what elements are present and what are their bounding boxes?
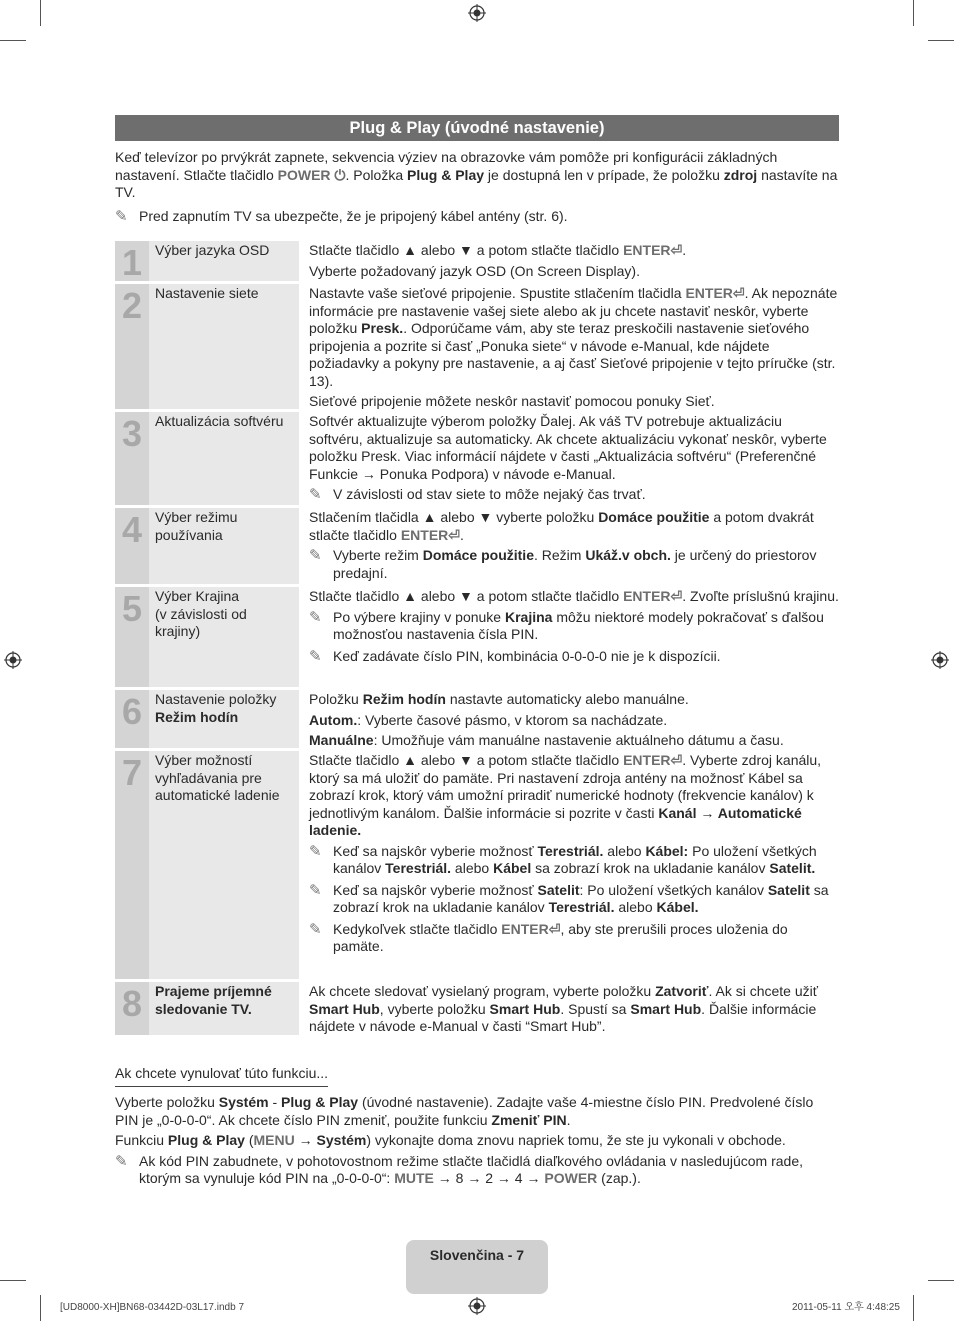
text: ( <box>244 1132 254 1148</box>
pencil-note-icon: ✎ <box>309 920 322 938</box>
text: Kanál → Automatické ladenie. <box>309 804 802 838</box>
step-row <box>115 751 839 979</box>
page-number-tab <box>406 1240 548 1294</box>
step-description <box>299 690 839 748</box>
step-description <box>299 412 839 505</box>
text: nastavíte na TV. <box>115 166 838 200</box>
pencil-note-icon: ✎ <box>309 486 322 503</box>
text: môžu niektoré modely pokračovať s ďalšou možnosťou nastavenia čísla PIN. <box>333 608 824 642</box>
text: Funkciu <box>115 1132 168 1148</box>
registration-mark-icon <box>468 4 486 22</box>
text: Autom. <box>309 711 358 728</box>
registration-mark-icon <box>468 1297 486 1315</box>
text: je dostupná len v prípade, že položku <box>484 166 724 183</box>
pencil-note-icon: ✎ <box>309 547 322 564</box>
text: Po uložení všetkých kanálov <box>333 842 817 876</box>
note-text: V závislosti od stav siete to môže nejaký čas trvať. <box>333 486 646 502</box>
note <box>309 921 839 956</box>
step-row <box>115 587 839 687</box>
step-number: 5 <box>115 587 149 687</box>
text: Smart Hub <box>489 1000 561 1017</box>
text: . Ak si chcete užiť <box>708 983 819 999</box>
step-description <box>299 982 839 1035</box>
reset-title: Ak chcete vynulovať túto funkciu... <box>115 1065 328 1087</box>
enter-key: ENTER <box>623 752 671 768</box>
crop-mark <box>0 40 26 41</box>
text: Softvér aktualizujte výberom položky Ďalej. Ak váš TV potrebuje aktualizáciu softvéru, aktualizuje sa automaticky. Ak chcete aktualizáciu vykonať neskôr, vyberte položku Presk. Viac informácií nájdete v časti „Aktualizácia softvéru“ (Preferenčné Funkcie → Ponuka Podpora) v návode e-Manual. <box>309 413 827 482</box>
text: Po výbere krajiny v ponuke <box>333 608 505 625</box>
power-key: POWER <box>277 166 331 183</box>
text: je určený do priestorov predajní. <box>333 547 817 581</box>
pencil-note-icon: ✎ <box>115 1152 128 1170</box>
note <box>115 208 839 226</box>
text: (v závislosti od krajiny) <box>155 605 247 639</box>
text: (úvodné nastavenie). Zadajte vaše 4-miestne číslo PIN. Predvolené číslo PIN je „0-0-0-0“. Ak chcete číslo PIN zmeniť, použite funkciu <box>115 1094 814 1128</box>
pencil-note-icon: ✎ <box>309 647 322 665</box>
enter-icon: ⏎ <box>732 285 745 301</box>
text: Terestriál. <box>548 899 615 915</box>
step-number: 1 <box>115 241 149 281</box>
print-file-info: [UD8000-XH]BN68-03442D-03L17.indb 7 <box>60 1302 245 1313</box>
step-number: 8 <box>115 982 149 1035</box>
text: . <box>460 526 464 543</box>
mute-key: MUTE <box>394 1170 434 1186</box>
text: Režim hodín <box>362 691 446 707</box>
step-row <box>115 284 839 409</box>
text: sa zobrazí krok na ukladanie kanálov <box>333 881 829 915</box>
text: . <box>682 242 687 258</box>
note <box>309 547 839 582</box>
steps-table <box>115 241 839 1038</box>
text: , aby ste prerušili proces uloženia do pamäte. <box>333 920 788 954</box>
text: . Spustí sa <box>560 1000 631 1017</box>
registration-mark-icon <box>4 651 22 669</box>
step-name: Výber možností vyhľadávania pre automatické ladenie <box>149 751 299 979</box>
note-text: Pred zapnutím TV sa ubezpečte, že je pripojený kábel antény (str. 6). <box>139 207 568 224</box>
crop-mark <box>40 1295 41 1321</box>
text: Stlačením tlačidla ▲ alebo ▼ vyberte položku <box>309 509 599 525</box>
text: - <box>268 1094 282 1110</box>
text: Nastavenie položky <box>155 691 277 707</box>
text: Smart Hub <box>309 1000 380 1017</box>
enter-icon: ⏎ <box>670 588 683 604</box>
text: → <box>294 1132 317 1148</box>
text: Plug & Play <box>281 1094 359 1110</box>
text: Kábel. <box>656 899 699 915</box>
text: Zatvoriť <box>655 983 709 999</box>
page-number: Slovenčina - 7 <box>429 1247 525 1263</box>
text: ) vykonajte doma znovu napriek tomu, že ste ju vykonali v obchode. <box>366 1132 786 1148</box>
text: nastavte automaticky alebo manuálne. <box>445 691 689 707</box>
text: Presk. <box>361 320 404 336</box>
enter-key: ENTER <box>623 588 671 604</box>
text: Položku <box>309 691 363 707</box>
registration-mark-icon <box>931 651 949 669</box>
text: Kedykoľvek stlačte tlačidlo <box>333 920 502 937</box>
text: . Ak nepoznáte informácie pre nastavenie vašej siete alebo ak ju chcete nastaviť neskôr, vyberte položku <box>309 285 838 336</box>
text: : Vyberte časové pásmo, v ktorom sa nachádzate. <box>357 711 668 728</box>
crop-mark <box>0 1280 26 1281</box>
text: Ak chcete sledovať vysielaný program, vyberte položku <box>309 983 656 999</box>
intro-paragraph <box>115 149 839 202</box>
note <box>115 1153 839 1188</box>
pencil-note-icon: ✎ <box>115 207 128 225</box>
power-key: POWER <box>544 1170 598 1186</box>
step-number: 7 <box>115 751 149 979</box>
text: Domáce použitie <box>422 547 534 563</box>
text: . Odporúčame vám, aby ste teraz preskočili nastavenie sieťového pripojenia a pozrite si časť „Ponuka siete“ v návode e-Manual, kde nájdete požiadavky a pokyny pre nastavenie, a aj časť Sieťové pripojenie v tejto príručke (str. 13). <box>309 320 836 389</box>
step-row <box>115 982 839 1035</box>
text: a potom dvakrát stlačte tlačidlo <box>309 509 814 543</box>
text: Vyberte požadovaný jazyk OSD (On Screen Display). <box>309 262 640 279</box>
text: Keď sa najskôr vyberie možnosť <box>333 842 538 859</box>
crop-mark <box>913 0 914 26</box>
print-timestamp: 2011-05-11 오후 4:48:25 <box>792 1302 900 1313</box>
text: alebo <box>451 860 494 876</box>
note <box>309 609 839 644</box>
text: , vyberte položku <box>379 1000 490 1017</box>
pencil-note-icon: ✎ <box>309 608 322 626</box>
text: Systém <box>316 1132 367 1148</box>
crop-mark <box>40 0 41 26</box>
text: Systém <box>218 1094 269 1110</box>
crop-mark <box>928 40 954 41</box>
text: . Položka <box>345 166 407 183</box>
text: Vyberte položku <box>115 1094 219 1110</box>
text: : Po uložení všetkých kanálov <box>579 881 768 898</box>
text: Sieťové pripojenie môžete neskôr nastaviť pomocou ponuky Sieť. <box>309 393 715 409</box>
text: Stlačte tlačidlo ▲ alebo ▼ a potom stlačte tlačidlo <box>309 588 624 604</box>
step-name: Aktualizácia softvéru <box>149 412 299 505</box>
text: zdroj <box>723 166 758 183</box>
menu-key: MENU <box>253 1132 295 1148</box>
text: (zap.). <box>597 1170 641 1186</box>
step-name <box>149 982 299 1035</box>
text: . Režim <box>533 547 586 563</box>
text: alebo <box>614 899 657 915</box>
enter-key: ENTER <box>501 920 549 937</box>
text: Satelit <box>767 881 810 898</box>
text: Stlačte tlačidlo ▲ alebo ▼ a potom stlačte tlačidlo <box>309 242 624 258</box>
text: Plug & Play <box>167 1132 245 1148</box>
text: Ak kód PIN zabudnete, v pohotovostnom režime stlačte tlačidlá diaľkového ovládania v nasledujúcom rade, ktorým sa vynuluje kód PIN na „0-0-0-0“: <box>139 1152 804 1186</box>
text: Výber Krajina <box>155 588 240 604</box>
crop-mark <box>913 1295 914 1321</box>
intro <box>115 149 839 225</box>
text: . Zvoľte príslušnú krajinu. <box>682 588 839 604</box>
text: Smart Hub <box>630 1000 702 1017</box>
text: . <box>566 1111 571 1128</box>
text: Satelit <box>537 881 580 898</box>
step-description <box>299 751 839 979</box>
text: Nastavte vaše sieťové pripojenie. Spustite stlačením tlačidla <box>309 285 686 301</box>
text: : Umožňuje vám manuálne nastavenie aktuálneho dátumu a času. <box>373 732 784 748</box>
section-title: Plug & Play (úvodné nastavenie) <box>115 115 839 141</box>
step-row <box>115 412 839 505</box>
text: Ukáž.v obch. <box>585 547 671 563</box>
text: Stlačte tlačidlo ▲ alebo ▼ a potom stlačte tlačidlo <box>309 752 624 768</box>
enter-key: ENTER <box>685 285 733 301</box>
step-number: 3 <box>115 412 149 505</box>
text: Kábel <box>493 860 532 876</box>
text: Manuálne <box>309 732 374 748</box>
enter-key: ENTER <box>623 242 671 258</box>
step-description <box>299 508 839 584</box>
text: Satelit. <box>769 860 816 876</box>
crop-mark <box>928 1280 954 1281</box>
text: Prajeme príjemné sledovanie TV. <box>155 983 272 1017</box>
step-name: Výber jazyka OSD <box>149 241 299 281</box>
step-row <box>115 508 839 584</box>
text: sa zobrazí krok na ukladanie kanálov <box>531 860 770 876</box>
step-name <box>149 690 299 748</box>
text: alebo <box>603 842 646 859</box>
text: Vyberte režim <box>333 547 423 563</box>
note <box>309 843 839 878</box>
text: Domáce použitie <box>598 509 710 525</box>
step-number: 4 <box>115 508 149 584</box>
step-number: 6 <box>115 690 149 748</box>
power-icon: ⏻ <box>330 166 346 183</box>
text: Krajina <box>504 608 553 625</box>
step-name: Výber režimu používania <box>149 508 299 584</box>
enter-icon: ⏎ <box>670 242 683 258</box>
note <box>309 648 839 666</box>
text: Kábel: <box>645 842 689 859</box>
text: Zmeniť PIN <box>491 1111 567 1128</box>
enter-key: ENTER <box>400 526 449 543</box>
text: Keď televízor po prvýkrát zapnete, sekvencia výziev na obrazovke vám pomôže pri konfigurácii základných nastavení. Stlačte tlačidlo <box>115 149 778 183</box>
reset-body <box>115 1094 839 1188</box>
step-description <box>299 587 839 687</box>
step-row <box>115 690 839 748</box>
text: Terestriál. <box>385 860 452 876</box>
text: . Ďalšie informácie nájdete v návode e-Manual v časti “Smart Hub”. <box>309 1000 817 1034</box>
pencil-note-icon: ✎ <box>309 881 322 899</box>
step-description <box>299 284 839 409</box>
step-description <box>299 241 839 281</box>
text: Režim hodín <box>155 708 239 725</box>
text: → 8 → 2 → 4 → <box>433 1170 545 1186</box>
text: Terestriál. <box>537 842 604 859</box>
enter-icon: ⏎ <box>448 526 461 543</box>
enter-icon: ⏎ <box>670 752 683 768</box>
step-name: Nastavenie siete <box>149 284 299 409</box>
step-name <box>149 587 299 687</box>
note <box>309 882 839 917</box>
pencil-note-icon: ✎ <box>309 842 322 860</box>
step-number: 2 <box>115 284 149 409</box>
text: . Vyberte zdroj kanálu, ktorý sa má uložiť do pamäte. Pri nastavení zdroja antény na možnosť Kábel sa zobrazí krok, ktorý vám umožní priradiť numerické hodnoty (frekvencie kanálov) k jednotlivým kanálom. Ďalšie informácie si pozrite v časti <box>309 752 822 821</box>
note-text: Keď zadávate číslo PIN, kombinácia 0-0-0-0 nie je k dispozícii. <box>333 647 721 664</box>
text: Keď sa najskôr vyberie možnosť <box>333 881 538 898</box>
enter-icon: ⏎ <box>548 920 561 937</box>
step-row <box>115 241 839 281</box>
note <box>309 486 839 504</box>
text: Plug & Play <box>407 166 485 183</box>
